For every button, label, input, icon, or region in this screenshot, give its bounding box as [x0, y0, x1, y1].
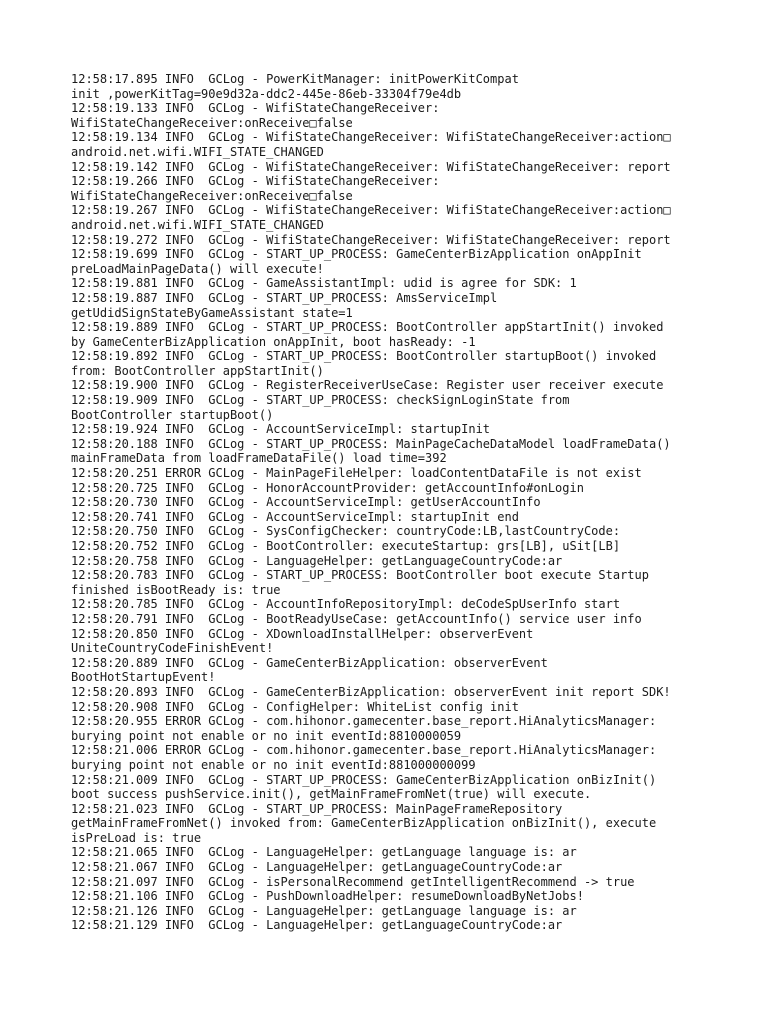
- log-line: WifiStateChangeReceiver:onReceive□false: [71, 115, 353, 130]
- log-line: 12:58:19.134 INFO GCLog - WifiStateChangeReceiver: WifiStateChangeReceiver:action□: [71, 130, 671, 145]
- log-line: 12:58:19.133 INFO GCLog - WifiStateChangeReceiver:: [71, 101, 440, 116]
- log-document: [71, 72, 751, 933]
- log-line: 12:58:21.023 INFO GCLog - START_UP_PROCESS: MainPageFrameRepository: [71, 801, 563, 816]
- log-line: 12:58:19.272 INFO GCLog - WifiStateChangeReceiver: WifiStateChangeReceiver: report: [71, 232, 671, 247]
- log-line: 12:58:20.893 INFO GCLog - GameCenterBizApplication: observerEvent init report SDK!: [71, 684, 671, 699]
- log-line: 12:58:19.892 INFO GCLog - START_UP_PROCESS: BootController startupBoot() invoked: [71, 349, 657, 364]
- log-line: from: BootController appStartInit(): [71, 363, 324, 378]
- log-line: 12:58:19.881 INFO GCLog - GameAssistantImpl: udid is agree for SDK: 1: [71, 276, 577, 291]
- log-line: 12:58:20.752 INFO GCLog - BootController: executeStartup: grs[LB], uSit[LB]: [71, 539, 621, 553]
- log-line: 12:58:20.741 INFO GCLog - AccountServiceImpl: startupInit end: [71, 509, 519, 524]
- log-line: 12:58:19.909 INFO GCLog - START_UP_PROCESS: checkSignLoginState from: [71, 393, 570, 408]
- log-line: init ,powerKitTag=90e9d32a-ddc2-445e-86eb-33304f79e4db: [71, 86, 462, 101]
- log-line: 12:58:21.006 ERROR GCLog - com.hihonor.gamecenter.base_report.HiAnalyticsManager:: [71, 743, 657, 758]
- log-line: UniteCountryCodeFinishEvent!: [71, 641, 274, 656]
- log-line: 12:58:20.730 INFO GCLog - AccountServiceImpl: getUserAccountInfo: [71, 495, 541, 510]
- log-line: isPreLoad is: true: [71, 830, 202, 845]
- log-line: 12:58:20.783 INFO GCLog - START_UP_PROCESS: BootController boot execute Startup: [71, 568, 649, 583]
- log-line: 12:58:21.067 INFO GCLog - LanguageHelper: getLanguageCountryCode:ar: [71, 860, 563, 875]
- log-line: 12:58:21.126 INFO GCLog - LanguageHelper: getLanguage language is: ar: [71, 903, 577, 918]
- log-line: WifiStateChangeReceiver:onReceive□false: [71, 188, 353, 203]
- log-line: 12:58:21.009 INFO GCLog - START_UP_PROCESS: GameCenterBizApplication onBizInit(): [71, 772, 657, 787]
- log-line: 12:58:19.887 INFO GCLog - START_UP_PROCESS: AmsServiceImpl: [71, 290, 498, 305]
- log-line: 12:58:21.106 INFO GCLog - PushDownloadHelper: resumeDownloadByNetJobs!: [71, 889, 584, 904]
- log-line: android.net.wifi.WIFI_STATE_CHANGED: [71, 144, 324, 159]
- log-line: 12:58:17.895 INFO GCLog - PowerKitManager: initPowerKitCompat: [71, 72, 519, 86]
- log-line: 12:58:19.266 INFO GCLog - WifiStateChangeReceiver:: [71, 174, 440, 189]
- log-line: finished isBootReady is: true: [71, 582, 281, 597]
- log-line: burying point not enable or no init eventId:8810000059: [71, 728, 462, 743]
- log-line: 12:58:19.924 INFO GCLog - AccountServiceImpl: startupInit: [71, 422, 491, 437]
- log-line: android.net.wifi.WIFI_STATE_CHANGED: [71, 217, 324, 232]
- log-line: 12:58:20.889 INFO GCLog - GameCenterBizApplication: observerEvent: [71, 655, 548, 670]
- log-line: 12:58:20.251 ERROR GCLog - MainPageFileHelper: loadContentDataFile is not exist: [71, 466, 642, 481]
- log-line: 12:58:20.791 INFO GCLog - BootReadyUseCase: getAccountInfo() service user info: [71, 611, 642, 626]
- log-line: 12:58:19.142 INFO GCLog - WifiStateChangeReceiver: WifiStateChangeReceiver: report: [71, 159, 671, 174]
- log-line: boot success pushService.init(), getMainFrameFromNet(true) will execute.: [71, 787, 592, 802]
- log-line: 12:58:19.889 INFO GCLog - START_UP_PROCESS: BootController appStartInit() invoked: [71, 320, 664, 335]
- log-line: 12:58:20.725 INFO GCLog - HonorAccountProvider: getAccountInfo#onLogin: [71, 480, 584, 495]
- log-line: 12:58:20.188 INFO GCLog - START_UP_PROCESS: MainPageCacheDataModel loadFrameData(): [71, 436, 671, 451]
- log-line: mainFrameData from loadFrameDataFile() load time=392: [71, 451, 447, 466]
- log-line: 12:58:19.267 INFO GCLog - WifiStateChangeReceiver: WifiStateChangeReceiver:action□: [71, 203, 671, 218]
- log-line: getUdidSignStateByGameAssistant state=1: [71, 305, 353, 320]
- log-line: 12:58:21.065 INFO GCLog - LanguageHelper: getLanguage language is: ar: [71, 845, 577, 860]
- log-line: 12:58:21.097 INFO GCLog - isPersonalRecommend getIntelligentRecommend -> true: [71, 874, 635, 889]
- log-line: preLoadMainPageData() will execute!: [71, 261, 324, 276]
- log-line: 12:58:19.699 INFO GCLog - START_UP_PROCESS: GameCenterBizApplication onAppInit: [71, 247, 642, 262]
- log-line: 12:58:20.908 INFO GCLog - ConfigHelper: WhiteList config init: [71, 699, 519, 714]
- log-line: 12:58:20.850 INFO GCLog - XDownloadInstallHelper: observerEvent: [71, 626, 534, 641]
- log-line: 12:58:19.900 INFO GCLog - RegisterReceiverUseCase: Register user receiver execute: [71, 378, 664, 393]
- log-line: 12:58:20.750 INFO GCLog - SysConfigChecker: countryCode:LB,lastCountryCode:: [71, 524, 621, 539]
- log-line: BootHotStartupEvent!: [71, 670, 216, 685]
- log-line: 12:58:20.785 INFO GCLog - AccountInfoRepositoryImpl: deCodeSpUserInfo start: [71, 597, 621, 612]
- log-line: 12:58:20.955 ERROR GCLog - com.hihonor.gamecenter.base_report.HiAnalyticsManager:: [71, 714, 657, 729]
- log-line: getMainFrameFromNet() invoked from: GameCenterBizApplication onBizInit(), execute: [71, 816, 657, 831]
- log-line: burying point not enable or no init eventId:881000000099: [71, 757, 476, 772]
- log-line: BootController startupBoot(): [71, 407, 274, 422]
- log-line: 12:58:20.758 INFO GCLog - LanguageHelper: getLanguageCountryCode:ar: [71, 553, 563, 568]
- log-line: by GameCenterBizApplication onAppInit, boot hasReady: -1: [71, 334, 476, 349]
- log-line: 12:58:21.129 INFO GCLog - LanguageHelper: getLanguageCountryCode:ar: [71, 918, 563, 933]
